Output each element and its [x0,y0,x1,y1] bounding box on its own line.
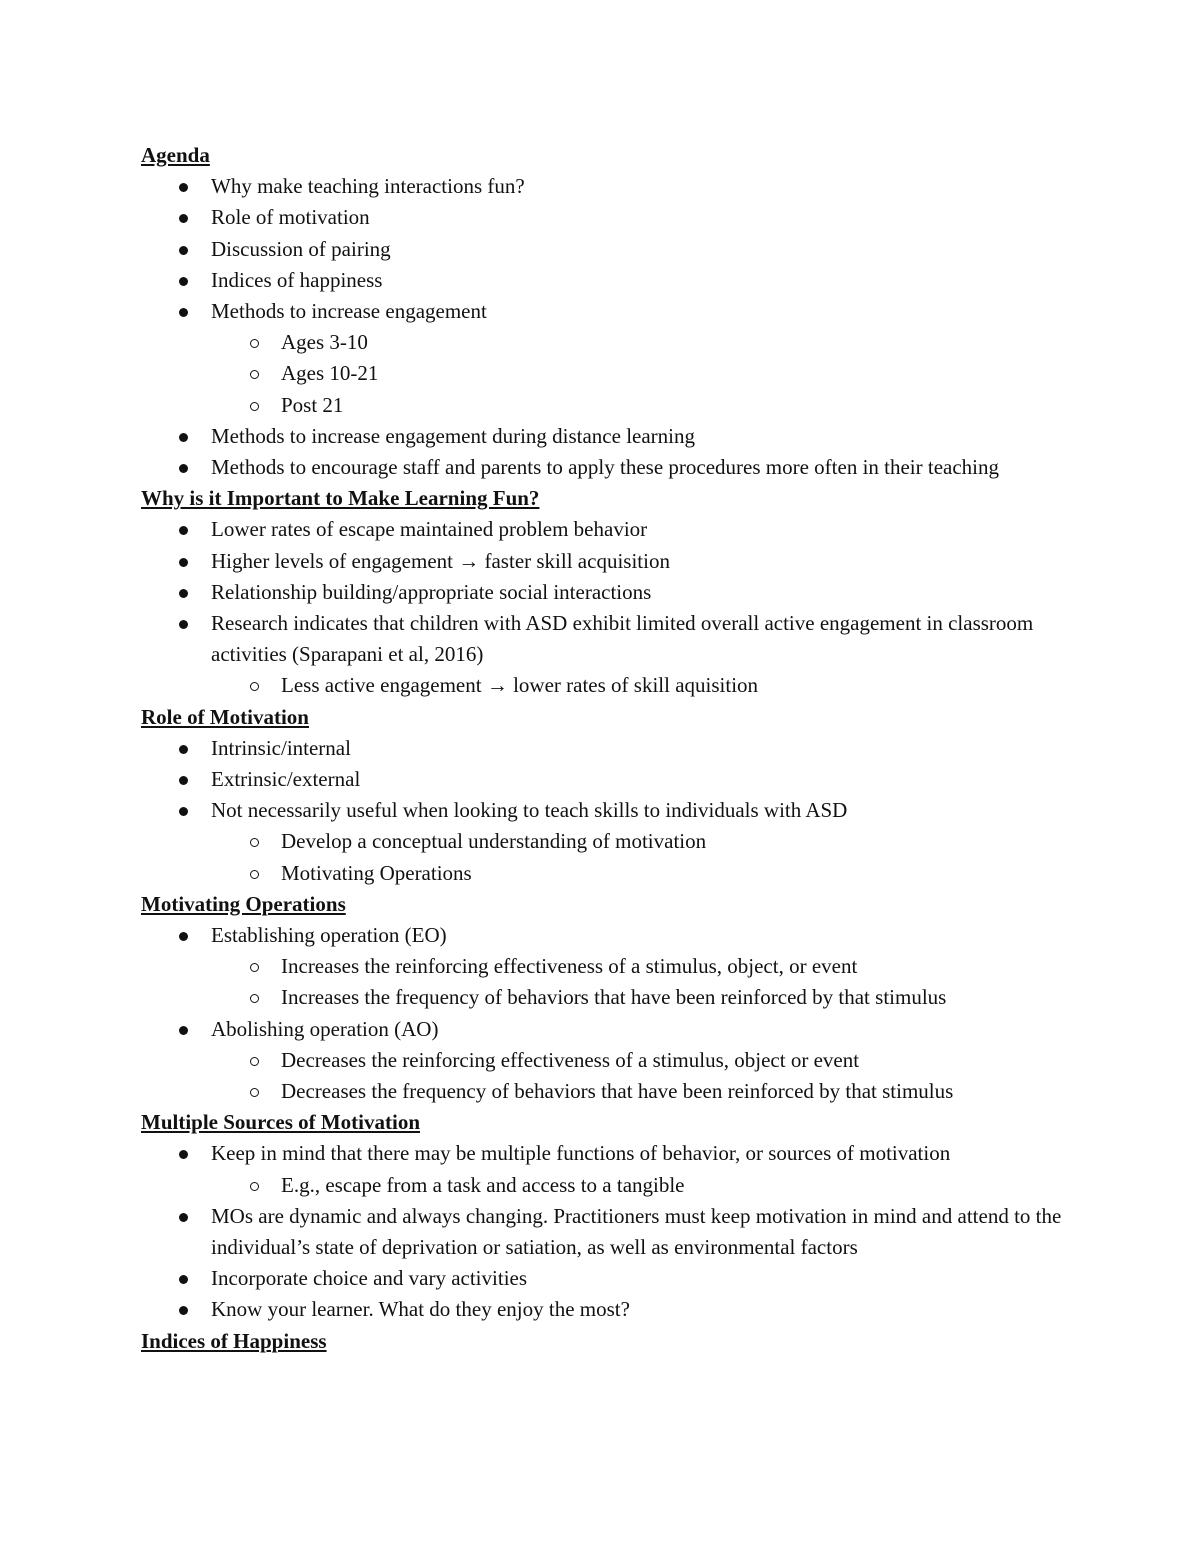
hollow-circle-bullet-icon [250,402,259,411]
list-item-text: Methods to encourage staff and parents to apply these procedures more often in their teaching [211,455,1000,480]
hollow-circle-bullet-icon [250,682,259,691]
sub-list-item [211,1045,1101,1076]
hollow-circle-bullet-icon [250,339,259,348]
list-item-text: Lower rates of escape maintained problem behavior [211,517,648,542]
list-item [141,234,1101,265]
sub-list [211,1170,1101,1201]
section [141,1326,1101,1357]
bullet-dot-icon [179,308,188,317]
list-item-text: Abolishing operation (AO) [211,1016,439,1041]
bullet-dot-icon [179,807,188,816]
bullet-dot-icon [179,464,188,473]
bullet-dot-icon [179,932,188,941]
hollow-circle-bullet-icon [250,370,259,379]
list-item-text: Relationship building/appropriate social interactions [211,579,652,604]
bullet-dot-icon [179,1150,188,1159]
list-item-text: Keep in mind that there may be multiple functions of behavior, or sources of motivation [211,1141,951,1166]
bullet-dot-icon [179,745,188,754]
list-item-text: Incorporate choice and vary activities [211,1266,528,1291]
sub-list-item-text: Ages 3-10 [281,330,368,355]
hollow-circle-bullet-icon [250,1088,259,1097]
section [141,483,1101,701]
list-item [141,1014,1101,1108]
list-item [141,514,1101,545]
list-item [141,171,1101,202]
bullet-dot-icon [179,246,188,255]
list-item [141,608,1101,702]
list-item-text: MOs are dynamic and always changing. Practitioners must keep motivation in mind and attend to the individual’s state of deprivation or satiation, as well as environmental factors [211,1203,1062,1260]
bullet-dot-icon [179,214,188,223]
sub-list [211,1045,1101,1107]
bullet-dot-icon [179,526,188,535]
sub-list-item [211,390,1101,421]
list-item [141,421,1101,452]
bullet-dot-icon [179,589,188,598]
bullet-dot-icon [179,1306,188,1315]
sub-list-item-text: Post 21 [281,392,344,417]
list-item-text: Not necessarily useful when looking to teach skills to individuals with ASD [211,798,848,823]
list-item [141,296,1101,421]
sub-list-item-text: Decreases the reinforcing effectiveness of a stimulus, object or event [281,1047,860,1072]
hollow-circle-bullet-icon [250,963,259,972]
list-item-text: Research indicates that children with ASD exhibit limited overall active engagement in classroom activities (Sparapani et al, 2016) [211,611,1034,667]
list-item-text: Higher levels of engagement → faster skill acquisition [211,548,670,573]
list-item-text: Methods to increase engagement during distance learning [211,423,696,448]
list-item [141,920,1101,1014]
list-item-text: Why make teaching interactions fun? [211,174,525,199]
sub-list [211,826,1101,888]
section-heading: Agenda [141,143,210,167]
sub-list-item [211,358,1101,389]
list-item-text: Role of motivation [211,205,370,230]
list-item-text: Extrinsic/external [211,767,361,792]
sub-list-item [211,327,1101,358]
sub-list-item-text: Decreases the frequency of behaviors that have been reinforced by that stimulus [281,1079,954,1104]
section-heading: Motivating Operations [141,891,346,916]
bullet-list [141,171,1101,483]
list-item-text: Indices of happiness [211,267,383,292]
sub-list-item-text: Less active engagement → lower rates of skill aquisition [281,673,759,698]
bullet-dot-icon [179,620,188,629]
section [141,140,1101,483]
section [141,702,1101,889]
sub-list-item-text: Increases the reinforcing effectiveness of a stimulus, object, or event [281,954,858,979]
hollow-circle-bullet-icon [250,1182,259,1191]
bullet-list [141,1138,1101,1325]
hollow-circle-bullet-icon [250,1057,259,1066]
section [141,1107,1101,1325]
sub-list-item [211,826,1101,857]
sub-list [211,670,1101,701]
bullet-dot-icon [179,1213,188,1222]
bullet-list [141,733,1101,889]
sub-list-item [211,1076,1101,1107]
sub-list-item [211,670,1101,701]
list-item [141,795,1101,889]
bullet-dot-icon [179,433,188,442]
sub-list-item [211,858,1101,889]
bullet-list [141,514,1101,701]
section-heading: Role of Motivation [141,704,309,729]
section [141,889,1101,1107]
bullet-dot-icon [179,1026,188,1035]
bullet-dot-icon [179,277,188,286]
sub-list [211,327,1101,421]
list-item [141,733,1101,764]
list-item-text: Methods to increase engagement [211,299,487,323]
list-item [141,202,1101,233]
section-heading: Multiple Sources of Motivation [141,1110,421,1135]
sub-list-item-text: Increases the frequency of behaviors that have been reinforced by that stimulus [281,985,947,1010]
list-item [141,577,1101,608]
list-item-text: Discussion of pairing [211,236,391,261]
hollow-circle-bullet-icon [250,870,259,879]
list-item [141,452,1101,483]
list-item-text: Know your learner. What do they enjoy the most? [211,1297,630,1322]
bullet-dot-icon [179,183,188,192]
list-item-text: Intrinsic/internal [211,735,351,760]
sub-list-item-text: Develop a conceptual understanding of motivation [281,829,707,854]
sub-list-item [211,1170,1101,1201]
document-body [141,140,1101,1357]
bullet-dot-icon [179,558,188,567]
section-heading: Why is it Important to Make Learning Fun? [141,486,540,511]
sub-list-item [211,951,1101,982]
list-item-text: Establishing operation (EO) [211,923,447,948]
hollow-circle-bullet-icon [250,838,259,847]
bullet-dot-icon [179,776,188,785]
list-item [141,1138,1101,1200]
hollow-circle-bullet-icon [250,994,259,1003]
list-item [141,546,1101,577]
bullet-dot-icon [179,1275,188,1284]
sub-list-item [211,982,1101,1013]
list-item [141,1263,1101,1294]
list-item [141,1294,1101,1325]
sub-list-item-text: E.g., escape from a task and access to a tangible [281,1172,685,1197]
list-item [141,265,1101,296]
sub-list [211,951,1101,1013]
bullet-list [141,920,1101,1107]
sub-list-item-text: Ages 10-21 [281,361,379,386]
list-item [141,764,1101,795]
list-item [141,1201,1101,1263]
sub-list-item-text: Motivating Operations [281,860,472,885]
section-heading: Indices of Happiness [141,1328,327,1353]
